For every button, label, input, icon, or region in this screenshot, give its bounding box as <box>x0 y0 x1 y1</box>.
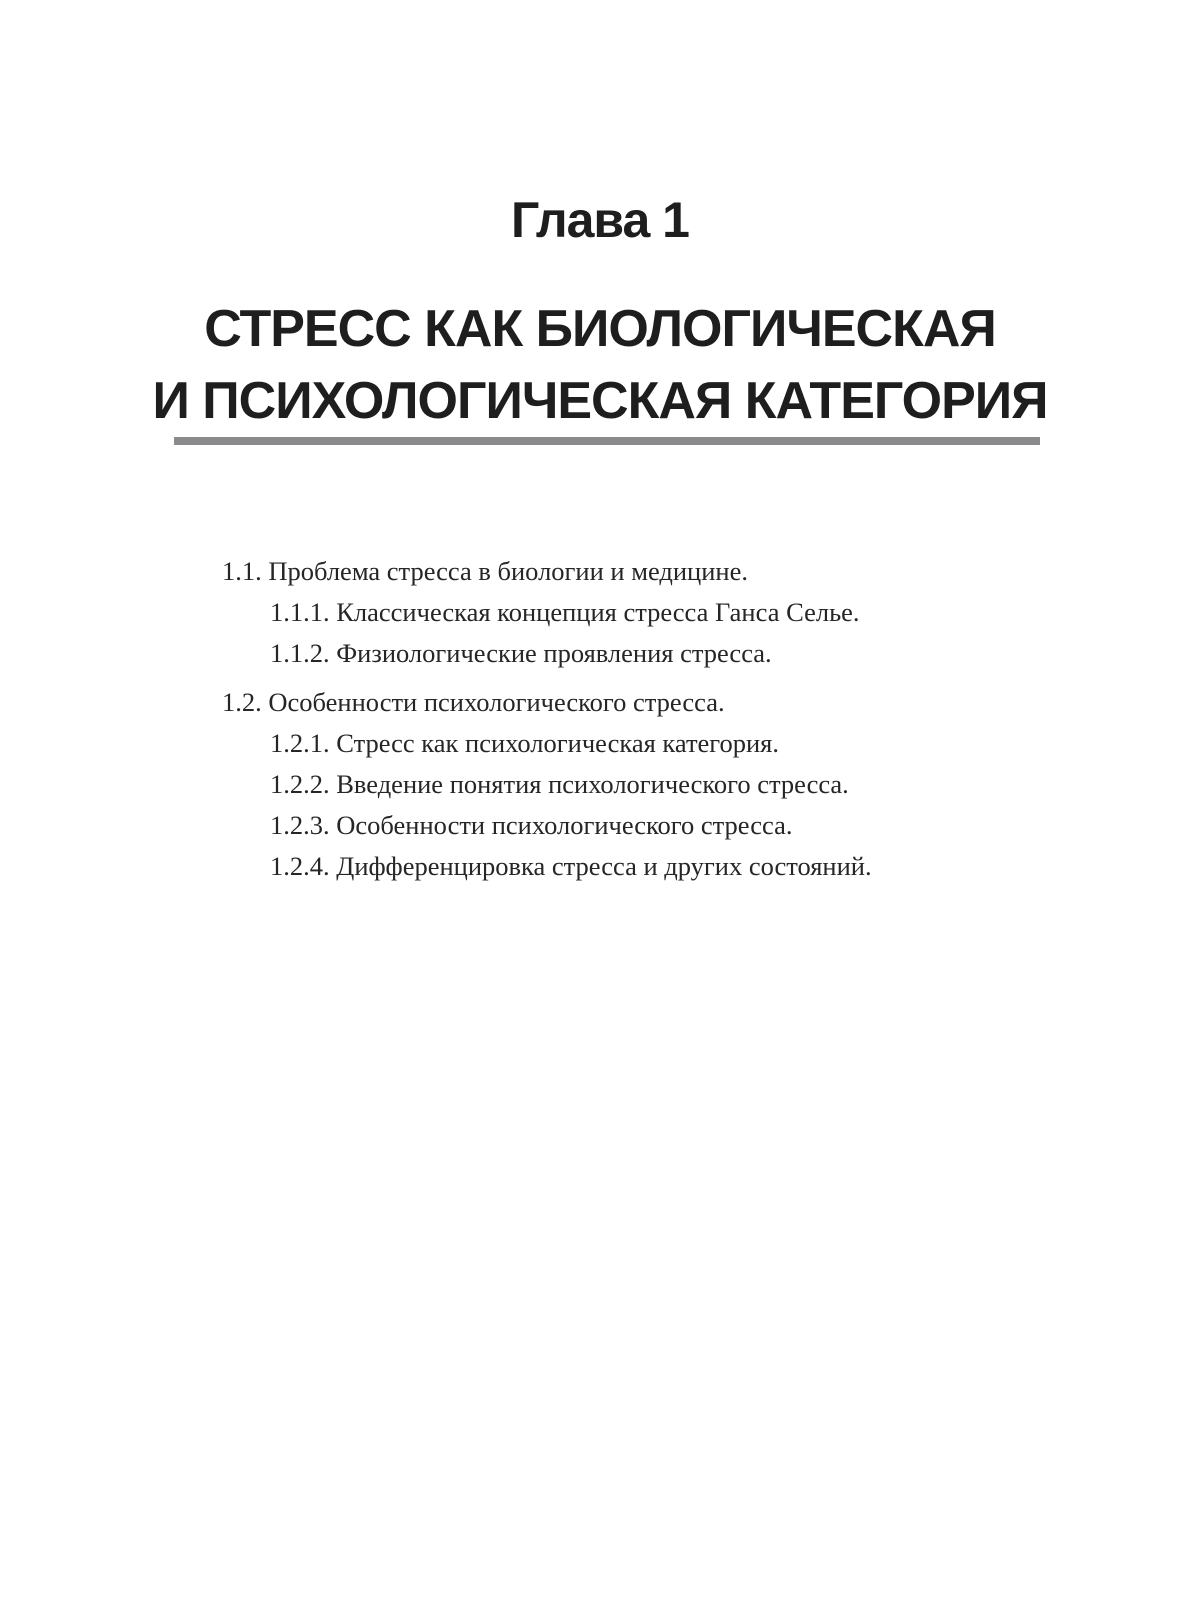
toc-section <box>222 551 1122 674</box>
toc-subsection-list <box>222 723 1122 887</box>
toc-subsection: 1.1.1. Классическая концепция стресса Ганса Селье. <box>270 597 860 627</box>
toc-subsection: 1.2.2. Введение понятия психологического стресса. <box>270 769 849 799</box>
chapter-number: Глава 1 <box>510 192 689 248</box>
toc-section <box>222 682 1122 887</box>
toc-subsection: 1.2.4. Дифференцировка стресса и других состояний. <box>270 851 872 881</box>
toc-subsection: 1.2.3. Особенности психологического стресса. <box>270 810 793 840</box>
chapter-title <box>0 293 1200 437</box>
chapter-contents <box>222 551 1122 887</box>
chapter-title-line: И ПСИХОЛОГИЧЕСКАЯ КАТЕГОРИЯ <box>152 372 1048 430</box>
chapter-title-line: СТРЕСС КАК БИОЛОГИЧЕСКАЯ <box>204 300 996 358</box>
toc-subsection-list <box>222 592 1122 674</box>
toc-subsection: 1.2.1. Стресс как психологическая категория. <box>270 728 779 758</box>
toc-section-title: 1.2. Особенности психологического стресса. <box>222 687 725 717</box>
toc-section-title: 1.1. Проблема стресса в биологии и медицине. <box>222 556 748 586</box>
toc-subsection: 1.1.2. Физиологические проявления стресса. <box>270 638 772 668</box>
title-divider <box>174 437 1040 445</box>
